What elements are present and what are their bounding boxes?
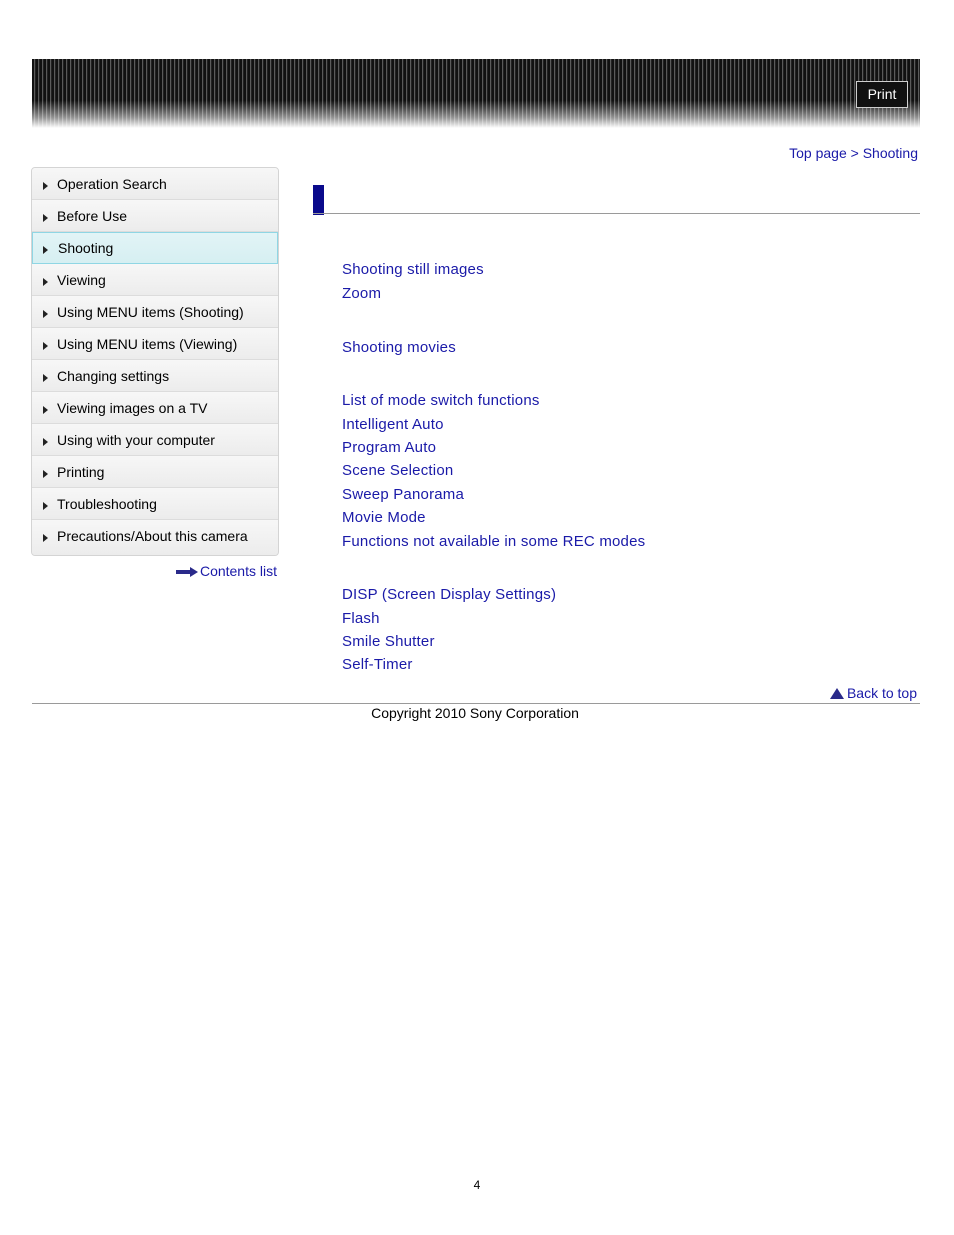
sidebar-item-viewing-tv[interactable]: [32, 392, 278, 424]
sidebar-item-changing-settings[interactable]: [32, 360, 278, 392]
sidebar-item-troubleshooting[interactable]: [32, 488, 278, 520]
sidebar-nav: [31, 167, 279, 556]
link-smile-shutter[interactable]: Smile Shutter: [342, 633, 435, 650]
link-self-timer[interactable]: Self-Timer: [342, 656, 413, 673]
triangle-up-icon: [830, 688, 844, 699]
back-to-top-label: Back to top: [846, 685, 917, 701]
triangle-right-icon: [43, 534, 48, 542]
breadcrumb-top-page[interactable]: Top page: [789, 145, 847, 161]
sidebar-item-label: Using MENU items (Shooting): [57, 304, 244, 320]
link-scene-selection[interactable]: Scene Selection: [342, 462, 454, 479]
triangle-right-icon: [43, 278, 48, 286]
sidebar-item-label: Operation Search: [57, 176, 167, 192]
triangle-right-icon: [43, 182, 48, 190]
sidebar-item-label: Changing settings: [57, 368, 170, 384]
triangle-right-icon: [43, 342, 48, 350]
sidebar-item-label: Viewing images on a TV: [57, 400, 208, 416]
sidebar-item-precautions[interactable]: [32, 520, 278, 555]
link-shooting-movies[interactable]: Shooting movies: [342, 339, 456, 356]
triangle-right-icon: [43, 502, 48, 510]
link-shooting-still-images[interactable]: Shooting still images: [342, 261, 484, 278]
sidebar-item-menu-viewing[interactable]: [32, 328, 278, 360]
page-title-marker: [313, 185, 324, 215]
sidebar-item-operation-search[interactable]: [32, 168, 278, 200]
triangle-right-icon: [43, 374, 48, 382]
link-disp[interactable]: DISP (Screen Display Settings): [342, 586, 557, 603]
title-divider: [313, 213, 920, 214]
sidebar-item-label: Using with your computer: [57, 432, 215, 448]
sidebar-item-label: Using MENU items (Viewing): [57, 336, 238, 352]
link-mode-switch-functions[interactable]: List of mode switch functions: [342, 392, 540, 409]
link-flash[interactable]: Flash: [342, 610, 380, 627]
triangle-right-icon: [43, 406, 48, 414]
triangle-right-icon: [43, 438, 48, 446]
sidebar-item-shooting[interactable]: [32, 232, 278, 264]
header-banner: [32, 59, 920, 128]
page-number: 4: [473, 1178, 481, 1192]
sidebar-item-viewing[interactable]: [32, 264, 278, 296]
link-functions-not-available[interactable]: Functions not available in some REC modes: [342, 533, 646, 550]
sidebar-item-before-use[interactable]: [32, 200, 278, 232]
link-program-auto[interactable]: Program Auto: [342, 439, 437, 456]
sidebar-item-label: Precautions/About this camera: [57, 528, 248, 544]
triangle-right-icon: [43, 246, 48, 254]
footer-divider: [32, 703, 920, 704]
triangle-right-icon: [43, 470, 48, 478]
arrow-right-icon: [176, 567, 198, 577]
sidebar-item-printing[interactable]: [32, 456, 278, 488]
sidebar-item-label: Before Use: [57, 208, 128, 224]
sidebar-item-label: Printing: [57, 464, 105, 480]
breadcrumb-separator: >: [850, 145, 859, 161]
sidebar-item-label: Viewing: [57, 272, 106, 288]
sidebar-item-label: Shooting: [58, 240, 114, 256]
sidebar-item-computer[interactable]: [32, 424, 278, 456]
contents-list-label: Contents list: [199, 563, 277, 579]
sidebar-item-menu-shooting[interactable]: [32, 296, 278, 328]
link-zoom[interactable]: Zoom: [342, 285, 382, 302]
breadcrumb-current[interactable]: Shooting: [862, 145, 918, 161]
link-intelligent-auto[interactable]: Intelligent Auto: [342, 416, 444, 433]
print-button[interactable]: Print: [856, 81, 908, 108]
contents-list-link[interactable]: [176, 563, 277, 579]
link-movie-mode[interactable]: Movie Mode: [342, 509, 426, 526]
copyright-text: Copyright 2010 Sony Corporation: [371, 705, 579, 721]
triangle-right-icon: [43, 214, 48, 222]
link-sweep-panorama[interactable]: Sweep Panorama: [342, 486, 465, 503]
sidebar-item-label: Troubleshooting: [57, 496, 157, 512]
back-to-top-link[interactable]: [830, 685, 917, 701]
triangle-right-icon: [43, 310, 48, 318]
breadcrumb: [789, 145, 918, 161]
